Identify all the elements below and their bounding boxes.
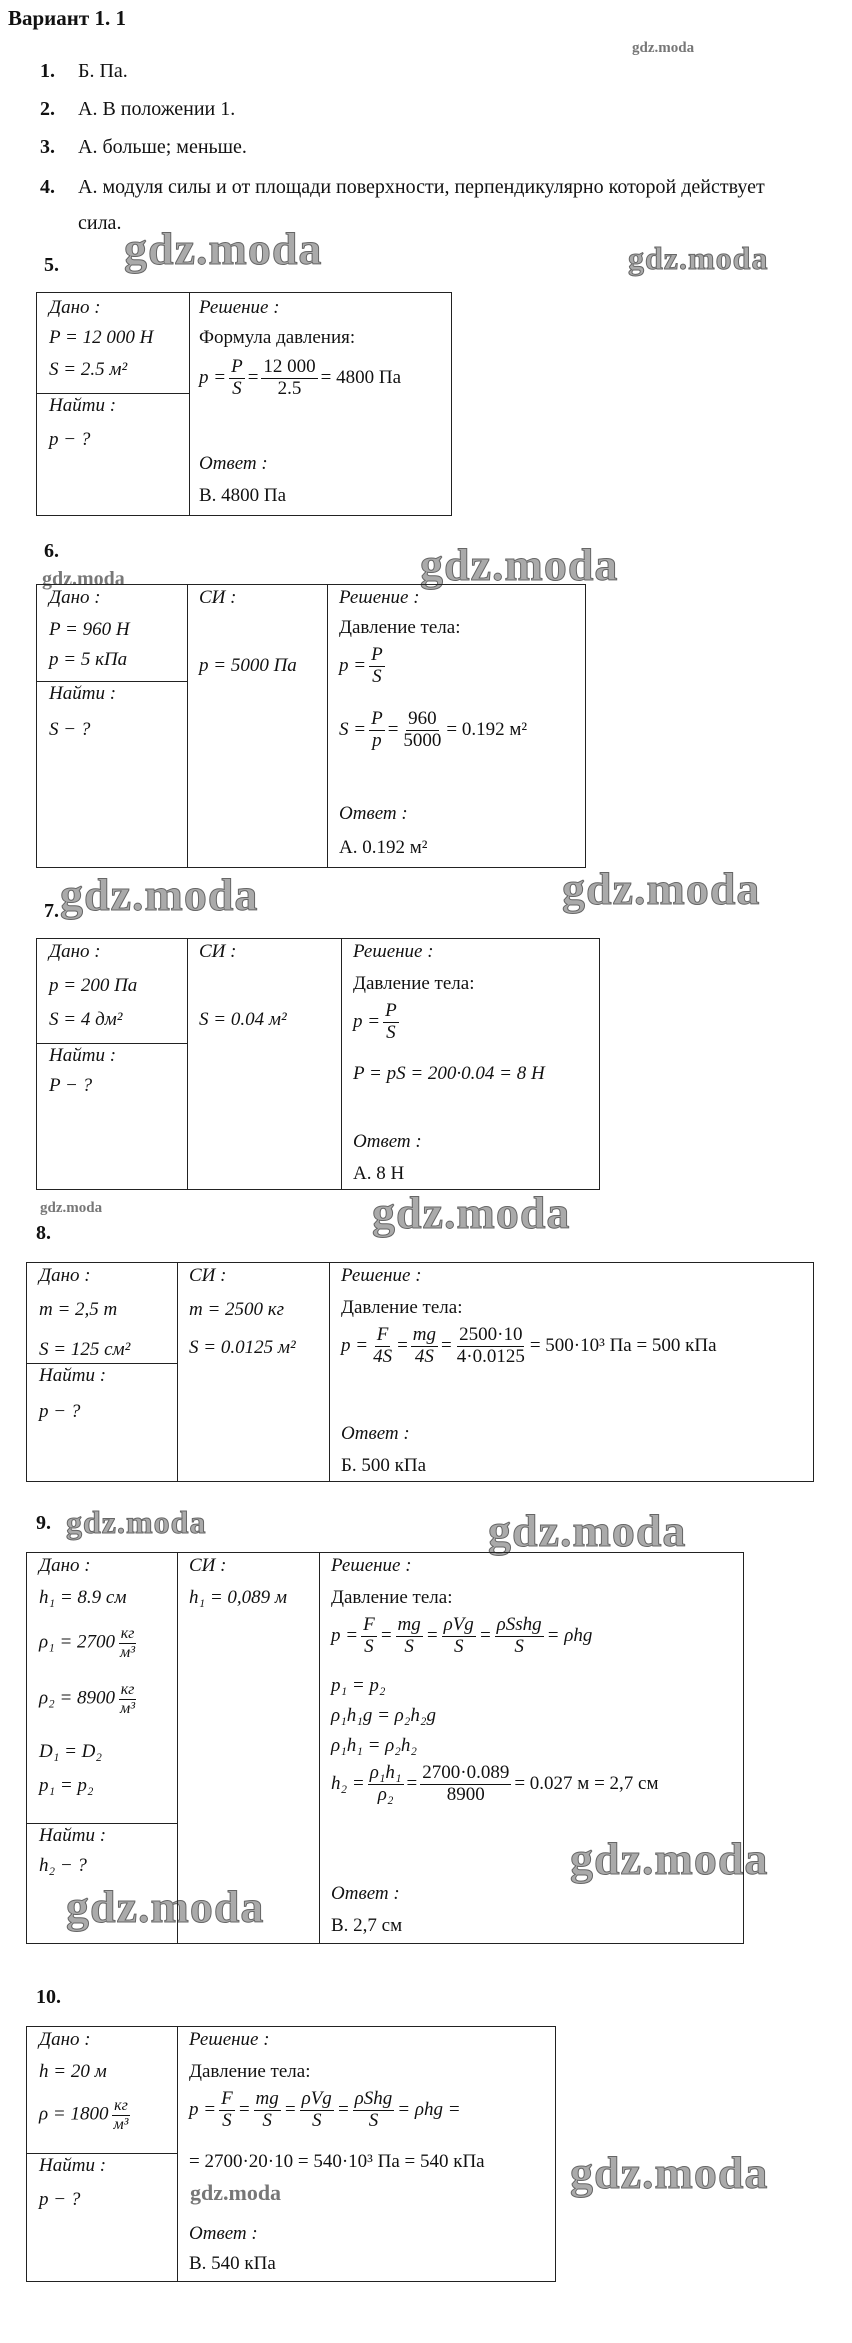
given-value: h₁ = 8.9 см [39, 1587, 127, 1608]
problem-7-table [36, 938, 600, 1190]
answer-value: А. 8 Н [353, 1163, 405, 1184]
problem-9-table [26, 1552, 744, 1944]
find-value: S − ? [49, 719, 91, 740]
watermark: gdz.moda [190, 2180, 282, 2205]
solution-line: Давление тела: [331, 1587, 453, 1608]
given-value: P = 12 000 Н [49, 327, 154, 348]
formula: p = $\frac{P}{S}$ = $\frac{12 000}{2.5}$ = 4800 Па [199, 356, 402, 399]
formula: S = $\frac{P}{p}$ = $\frac{960}{5000}$ = 0.192 м² [339, 708, 528, 751]
problem-10-table [26, 2026, 556, 2282]
solution-label: Решение : [189, 2029, 270, 2050]
formula: p₁ = p₂ [331, 1675, 386, 1696]
find-value: p − ? [39, 1401, 81, 1422]
si-value: S = 0.04 м² [199, 1009, 287, 1030]
find-label: Найти : [39, 2155, 107, 2176]
si-value: S = 0.0125 м² [189, 1337, 296, 1358]
formula: h₂ = $\frac{\text{ρ₁h₁}}{\text{ρ₂}}$ = $\frac{2700\cdot 0.089}{8900}$ = 0.027 м = 2,7 см [331, 1762, 659, 1805]
formula: = 2700·20·10 = 540·10³ Па = 540 кПа [189, 2151, 485, 2172]
formula: p = $\frac{P}{S}$ [353, 1000, 397, 1043]
answer-label: Ответ : [189, 2223, 258, 2244]
watermark: gdz.moda [372, 1187, 571, 1238]
find-value: p − ? [39, 2189, 81, 2210]
watermark: gdz.moda [66, 1504, 207, 1540]
given-value: p₁ = p₂ [39, 1775, 94, 1796]
answer-value: Б. 500 кПа [341, 1455, 427, 1476]
problem-6-table [36, 584, 586, 868]
solution-line: Давление тела: [339, 617, 461, 638]
formula: p = $\frac{F}{S}$ = $\frac{mg}{S}$ = $\frac{\text{ρVg}}{S}$ = $\frac{\text{ρShg}}{S}$ = ρhg = [189, 2088, 461, 2131]
solution-label: Решение : [331, 1555, 412, 1576]
answer-line: 1. Б. Па. [40, 60, 128, 82]
formula: ρ₁h₁g = ρ₂h₂g [331, 1705, 436, 1726]
solution-label: Решение : [339, 587, 420, 608]
given-label: Дано : [39, 1555, 91, 1576]
problem-5-table [36, 292, 452, 516]
given-label: Дано : [39, 1265, 91, 1286]
given-label: Дано : [49, 587, 101, 608]
given-value: D₁ = D₂ [39, 1741, 102, 1762]
watermark: gdz.moda [40, 1200, 103, 1216]
problem-number: 6. [44, 540, 59, 562]
find-value: h₂ − ? [39, 1855, 87, 1876]
problem-number: 7. [44, 900, 59, 922]
answer-label: Ответ : [331, 1883, 400, 1904]
find-label: Найти : [49, 683, 117, 704]
watermark: gdz.moda [562, 863, 761, 914]
given-value: p = 200 Па [49, 975, 138, 996]
given-label: Дано : [39, 2029, 91, 2050]
given-value: h = 20 м [39, 2061, 107, 2082]
given-value: ρ₂ = 8900 $\frac{кг}{\text{м³}}$ [39, 1681, 136, 1717]
given-label: Дано : [49, 941, 101, 962]
find-value: P − ? [49, 1075, 93, 1096]
si-value: m = 2500 кг [189, 1299, 285, 1320]
si-label: СИ : [199, 587, 237, 608]
given-value: S = 125 см² [39, 1339, 131, 1360]
watermark: gdz.moda [124, 223, 323, 274]
formula: p = $\frac{P}{S}$ [339, 644, 383, 687]
answer-value: В. 4800 Па [199, 485, 287, 506]
answer-label: Ответ : [339, 803, 408, 824]
given-value: S = 4 дм² [49, 1009, 123, 1030]
given-value: P = 960 Н [49, 619, 130, 640]
answer-label: Ответ : [341, 1423, 410, 1444]
page-title: Вариант 1. 1 [8, 6, 126, 30]
watermark: gdz.moda [66, 1881, 265, 1932]
solution-line: Формула давления: [199, 327, 356, 348]
find-value: p − ? [49, 429, 91, 450]
formula: p = $\frac{F}{S}$ = $\frac{mg}{S}$ = $\frac{\text{ρVg}}{S}$ = $\frac{\text{ρSshg}}{S}$ = ρhg [331, 1614, 593, 1657]
problem-8-table [26, 1262, 814, 1482]
find-label: Найти : [39, 1825, 107, 1846]
watermark: gdz.moda [420, 539, 619, 590]
solution-line: Давление тела: [341, 1297, 463, 1318]
solution-label: Решение : [341, 1265, 422, 1286]
given-value: ρ = 1800 $\frac{кг}{\text{м³}}$ [39, 2097, 129, 2133]
given-label: Дано : [49, 297, 101, 318]
formula: p = $\frac{F}{4S}$ = $\frac{mg}{4S}$ = $\frac{2500\cdot 10}{4\cdot 0.0125}$ = 500·10³ Па = 500 кПа [341, 1324, 717, 1367]
si-value: p = 5000 Па [199, 655, 297, 676]
solution-label: Решение : [353, 941, 434, 962]
problem-number: 8. [36, 1222, 51, 1244]
answer-label: Ответ : [353, 1131, 422, 1152]
si-label: СИ : [189, 1265, 227, 1286]
watermark: gdz.moda [60, 869, 259, 920]
find-label: Найти : [49, 395, 117, 416]
solution-line: Давление тела: [189, 2061, 311, 2082]
watermark: gdz.moda [570, 2147, 769, 2198]
answer-value: А. 0.192 м² [339, 837, 428, 858]
find-label: Найти : [39, 1365, 107, 1386]
answer-label: Ответ : [199, 453, 268, 474]
problem-number: 10. [36, 1986, 61, 2008]
find-label: Найти : [49, 1045, 117, 1066]
watermark: gdz.moda [42, 568, 125, 590]
formula: ρ₁h₁ = ρ₂h₂ [331, 1735, 417, 1756]
watermark: gdz.moda [628, 240, 769, 276]
watermark: gdz.moda [488, 1505, 687, 1556]
watermark: gdz.moda [570, 1833, 769, 1884]
si-value: h₁ = 0,089 м [189, 1587, 288, 1608]
given-value: m = 2,5 т [39, 1299, 118, 1320]
si-label: СИ : [199, 941, 237, 962]
given-value: p = 5 кПа [49, 649, 128, 670]
given-value: ρ₁ = 2700 $\frac{кг}{\text{м³}}$ [39, 1625, 136, 1661]
answer-value: В. 540 кПа [189, 2253, 276, 2274]
answer-line: сила. [78, 212, 122, 234]
watermark: gdz.moda [632, 40, 695, 56]
problem-number: 9. [36, 1512, 51, 1534]
solution-label: Решение : [199, 297, 280, 318]
given-value: S = 2.5 м² [49, 359, 128, 380]
answer-line: 3. А. больше; меньше. [40, 136, 247, 158]
answer-line: 4. А. модуля силы и от площади поверхности, перпендикулярно которой действует [40, 176, 765, 198]
formula: P = pS = 200·0.04 = 8 Н [353, 1063, 545, 1084]
problem-number: 5. [44, 254, 59, 276]
answer-value: В. 2,7 см [331, 1915, 403, 1936]
si-label: СИ : [189, 1555, 227, 1576]
answer-line: 2. А. В положении 1. [40, 98, 236, 120]
solution-line: Давление тела: [353, 973, 475, 994]
